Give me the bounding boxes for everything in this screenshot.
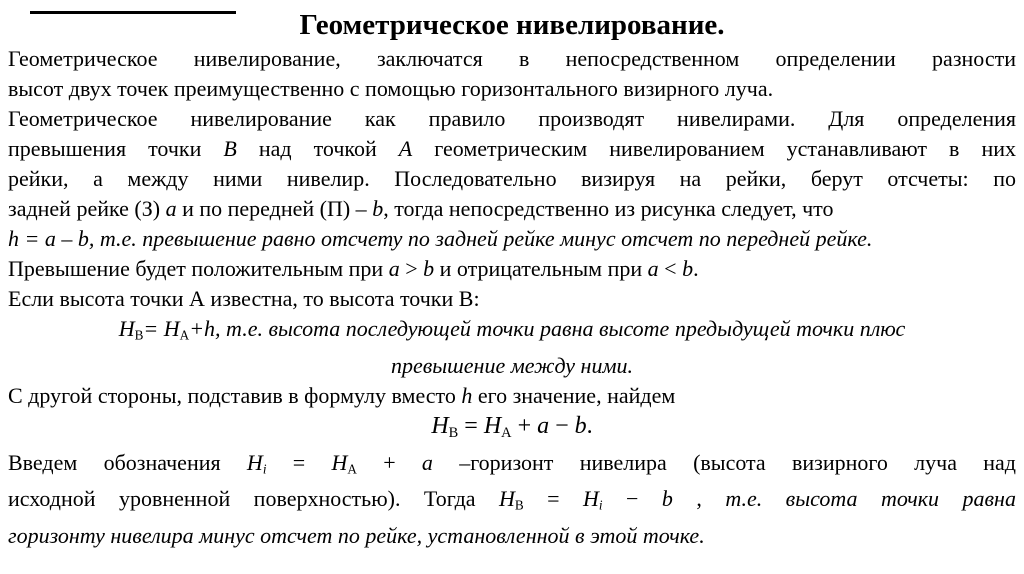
- body-lines: [8, 44, 1016, 551]
- text-run: С другой стороны, подставив в формулу вместо: [8, 382, 462, 408]
- text-line: [8, 134, 1016, 164]
- text-run: превышение между ними.: [390, 352, 634, 378]
- text-run: его значение, найдем: [472, 382, 676, 408]
- text-run: a: [647, 256, 659, 281]
- text-line: [8, 411, 1016, 448]
- text-run: −: [549, 412, 575, 439]
- text-line: [8, 284, 1016, 314]
- text-run: Геометрическое нивелирование, заключатся в непосредственном определении разности: [8, 46, 1016, 71]
- text-run: +h, т.е. высота последующей точки равна высоте предыдущей точки плюс: [189, 316, 906, 341]
- subscript-run: А: [501, 424, 512, 441]
- subscript-run: А: [347, 461, 357, 477]
- text-run: , тогда непосредственно из рисунка следует, что: [383, 196, 834, 221]
- text-run: H: [118, 316, 135, 341]
- subscript-run: i: [262, 461, 267, 477]
- text-run: H: [331, 449, 348, 475]
- text-line: [8, 224, 1016, 254]
- text-run: .: [586, 412, 593, 439]
- text-line: [8, 448, 1016, 485]
- text-run: +: [356, 449, 422, 475]
- text-run: a: [388, 256, 400, 281]
- text-run: H: [499, 486, 515, 512]
- text-run: a: [165, 196, 177, 221]
- text-run: Превышение будет положительным при: [8, 256, 389, 281]
- text-run: Геометрическое нивелирование как правило производят нивелирами. Для определения: [8, 106, 1016, 131]
- text-line: [8, 314, 1016, 351]
- text-run: b: [574, 412, 587, 439]
- text-line: [8, 351, 1016, 381]
- text-run: исходной уровненной поверхностью). Тогда: [8, 486, 500, 512]
- subscript-run: А: [179, 327, 190, 343]
- text-run: H: [483, 412, 502, 439]
- text-line: [8, 164, 1016, 194]
- slide-title: Геометрическое нивелирование.: [299, 9, 725, 41]
- text-run: H: [163, 316, 180, 341]
- text-run: над точкой: [236, 136, 399, 161]
- text-line: [8, 254, 1016, 284]
- text-run: B: [223, 136, 237, 161]
- text-run: =: [143, 316, 164, 341]
- text-run: –горизонт нивелира (высота визирного луча над: [432, 449, 1016, 475]
- text-run: b: [661, 486, 673, 512]
- subscript-run: В: [134, 327, 144, 343]
- text-run: и по передней (П) –: [176, 196, 373, 221]
- text-run: A: [398, 136, 413, 161]
- text-run: =: [266, 449, 332, 475]
- text-run: задней рейке (З): [8, 196, 166, 221]
- text-line: [8, 104, 1016, 134]
- text-line: [8, 44, 1016, 74]
- text-line: [8, 381, 1016, 411]
- text-run: H: [246, 449, 263, 475]
- text-run: b: [682, 256, 694, 281]
- text-run: a: [537, 412, 550, 439]
- text-line: [8, 74, 1016, 104]
- text-run: =: [458, 412, 484, 439]
- text-run: геометрическим нивелированием устанавливают в них: [412, 136, 1017, 161]
- text-run: b: [372, 196, 384, 221]
- text-run: <: [658, 256, 683, 281]
- text-run: H: [431, 412, 449, 439]
- text-run: горизонту нивелира минус отсчет по рейке, установленной в этой точке.: [8, 523, 705, 549]
- text-line: [8, 521, 1016, 551]
- text-run: =: [523, 486, 584, 512]
- text-run: >: [399, 256, 424, 281]
- text-run: высот двух точек преимущественно с помощью горизонтального визирного луча.: [8, 76, 774, 101]
- text-run: −: [602, 486, 662, 512]
- text-run: рейки, а между ними нивелир. Последовательно визируя на рейки, берут отсчеты: по: [8, 166, 1016, 191]
- text-run: h = a – b, т.е. превышение равно отсчету по задней рейке минус отсчет по передней рейке.: [8, 226, 873, 251]
- text-run: т.е. высота точки равна: [725, 486, 1016, 512]
- top-rule-line: [30, 11, 236, 14]
- subscript-run: i: [598, 498, 603, 514]
- text-run: a: [421, 449, 433, 475]
- text-line: [8, 194, 1016, 224]
- text-run: ,: [672, 486, 726, 512]
- text-run: Если высота точки А известна, то высота точки В:: [8, 286, 480, 311]
- text-run: H: [583, 486, 599, 512]
- text-run: .: [693, 256, 699, 281]
- text-run: b: [423, 256, 435, 281]
- subscript-run: В: [514, 498, 524, 514]
- text-run: h: [461, 382, 473, 408]
- subscript-run: В: [448, 424, 459, 441]
- text-run: +: [511, 412, 538, 439]
- text-run: превышения точки: [8, 136, 224, 161]
- text-line: [8, 484, 1016, 521]
- text-run: Введем обозначения: [8, 449, 247, 475]
- text-run: и отрицательным при: [434, 256, 648, 281]
